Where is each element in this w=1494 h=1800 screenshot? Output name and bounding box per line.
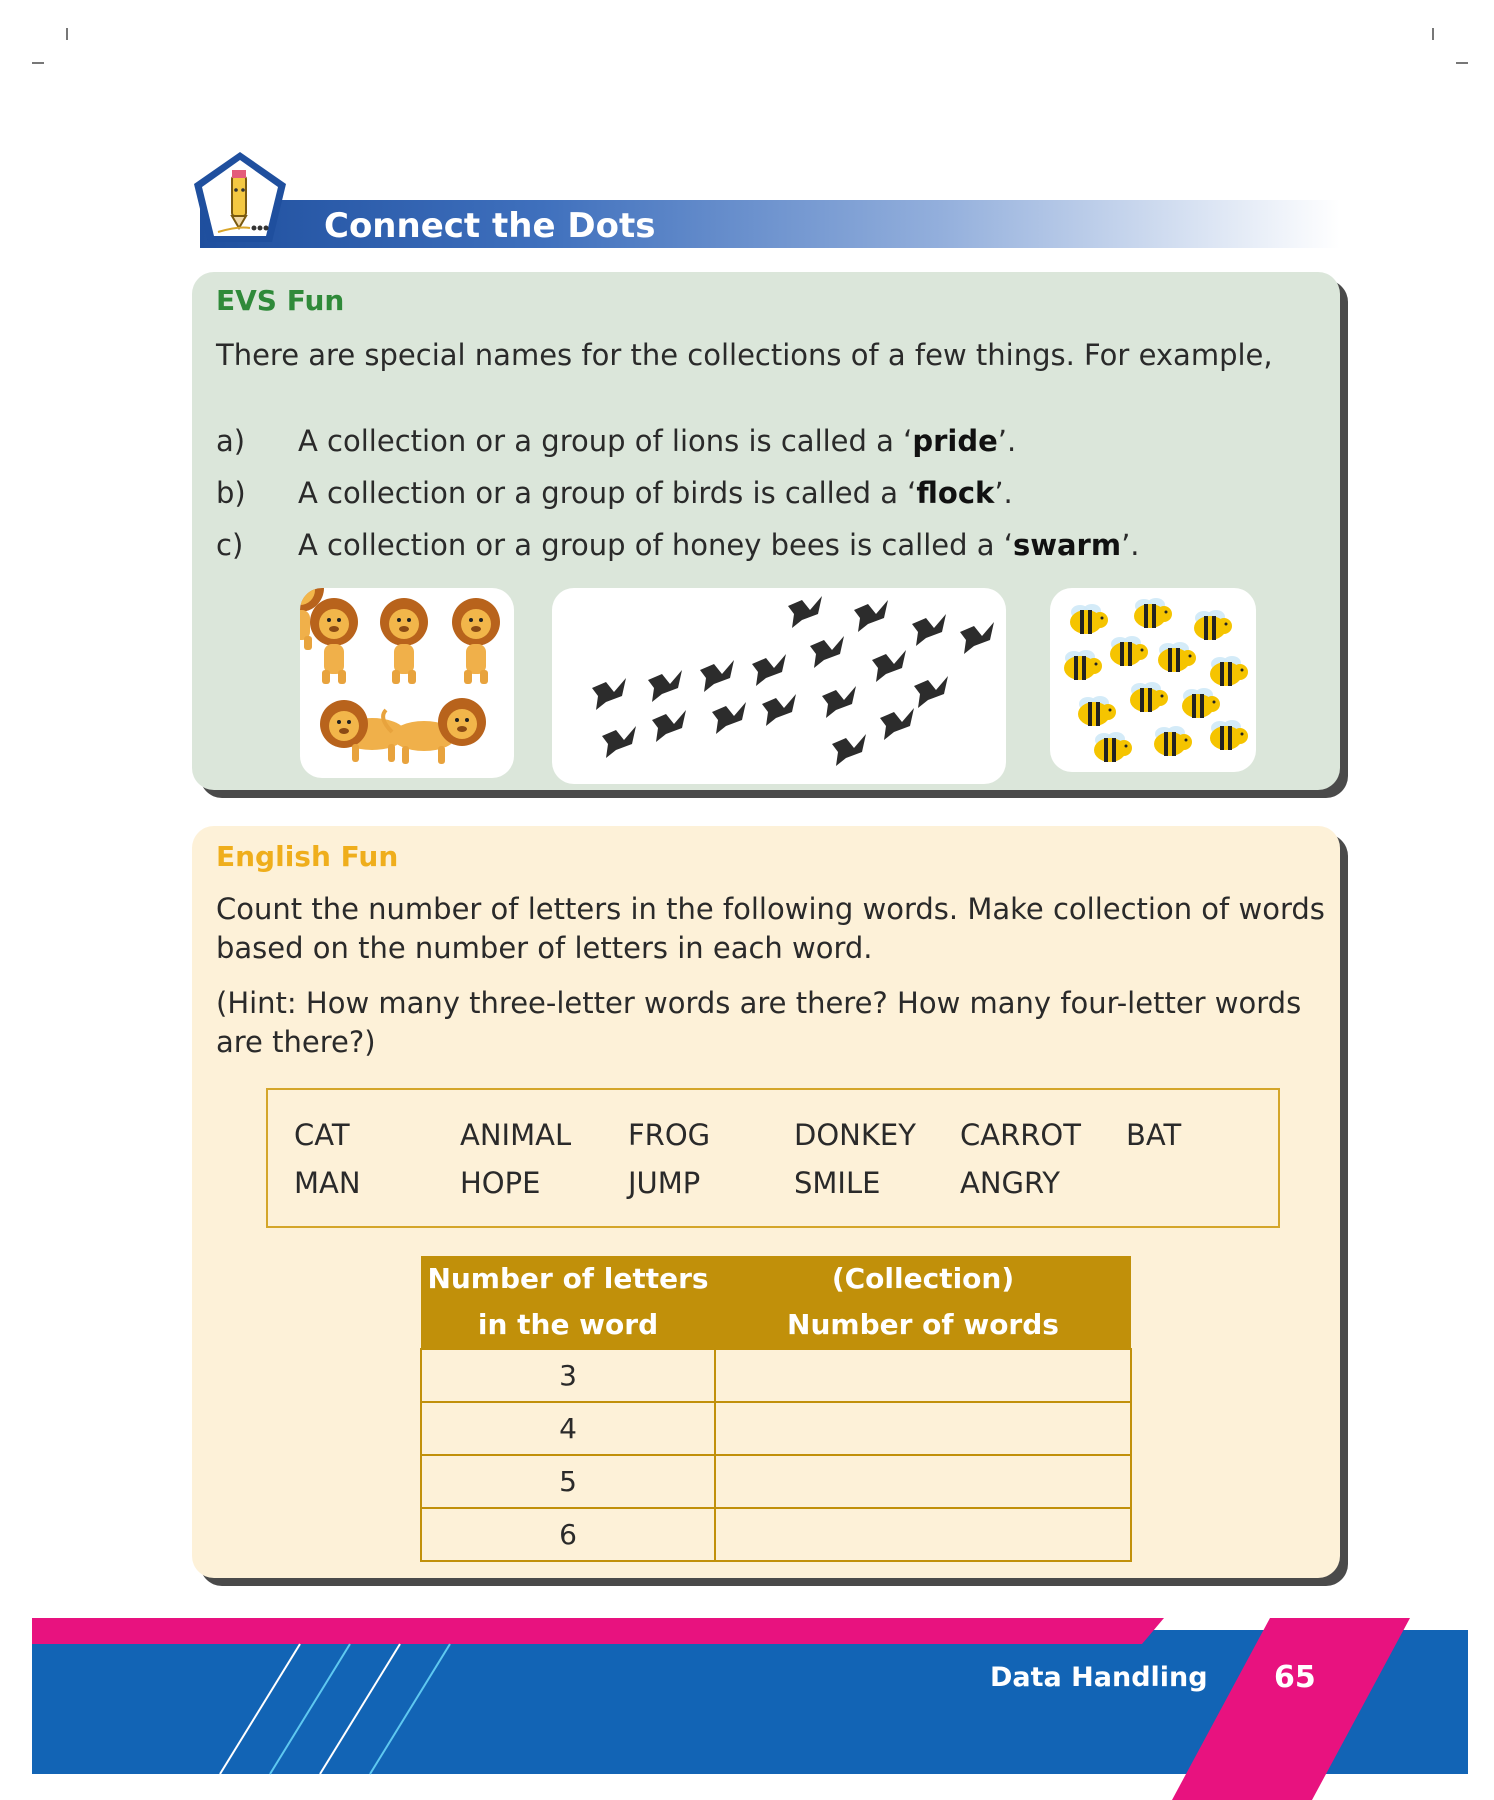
term-pride: pride <box>912 424 998 458</box>
answer-cell[interactable] <box>715 1455 1131 1508</box>
word: MAN <box>294 1166 361 1200</box>
english-title: English Fun <box>216 840 399 873</box>
letter-count-table <box>420 1256 1132 1562</box>
section-title: Connect the Dots <box>324 206 656 246</box>
crop-mark <box>1456 62 1468 64</box>
table-row <box>421 1402 1131 1455</box>
table-header-letters: Number of letters in the word <box>421 1256 715 1349</box>
letters-cell: 6 <box>421 1508 715 1561</box>
answer-cell[interactable] <box>715 1508 1131 1561</box>
word: ANIMAL <box>460 1118 572 1152</box>
letters-cell: 5 <box>421 1455 715 1508</box>
table-row <box>421 1508 1131 1561</box>
lions-picture <box>300 588 514 778</box>
word-list-box <box>266 1088 1280 1228</box>
english-instructions: Count the number of letters in the following words. Make collection of words based on the number of letters in each word. <box>216 892 1325 965</box>
english-hint: (Hint: How many three-letter words are there? How many four-letter words are there?) <box>216 986 1302 1059</box>
evs-fun-box: EVS Fun There are special names for the collections of a few things. For example, a) A collection or a group of lions is called a ‘pride’. b) A collection or a group of birds is called a ‘flock’. c) A collection or a group of honey bees is called a ‘swarm’. <box>192 272 1340 790</box>
word: CARROT <box>960 1118 1081 1152</box>
word: ANGRY <box>960 1166 1061 1200</box>
bees-picture <box>1050 588 1256 772</box>
footer-decoration <box>0 1610 1494 1800</box>
evs-intro: There are special names for the collections of a few things. For example, <box>216 338 1273 372</box>
crop-mark <box>32 62 44 64</box>
english-fun-box <box>192 826 1340 1578</box>
word: JUMP <box>628 1166 701 1200</box>
page-number: 65 <box>1274 1660 1316 1695</box>
letters-cell: 3 <box>421 1349 715 1402</box>
table-header-collection: (Collection) Number of words <box>715 1256 1131 1349</box>
word: FROG <box>628 1118 711 1152</box>
section-banner <box>200 200 1340 248</box>
pencil-connect-dots-icon <box>188 148 292 248</box>
crop-mark <box>1432 28 1434 40</box>
birds-picture <box>552 588 1006 784</box>
table-row <box>421 1455 1131 1508</box>
term-swarm: swarm <box>1012 528 1122 562</box>
word: BAT <box>1126 1118 1182 1152</box>
evs-title: EVS Fun <box>216 284 345 317</box>
table-row <box>421 1349 1131 1402</box>
crop-mark <box>66 28 68 40</box>
letters-cell: 4 <box>421 1402 715 1455</box>
footer-section-title: Data Handling <box>990 1662 1208 1693</box>
answer-cell[interactable] <box>715 1349 1131 1402</box>
word: SMILE <box>794 1166 881 1200</box>
word: DONKEY <box>794 1118 916 1152</box>
word: HOPE <box>460 1166 541 1200</box>
word: CAT <box>294 1118 350 1152</box>
term-flock: flock <box>916 476 995 510</box>
answer-cell[interactable] <box>715 1402 1131 1455</box>
